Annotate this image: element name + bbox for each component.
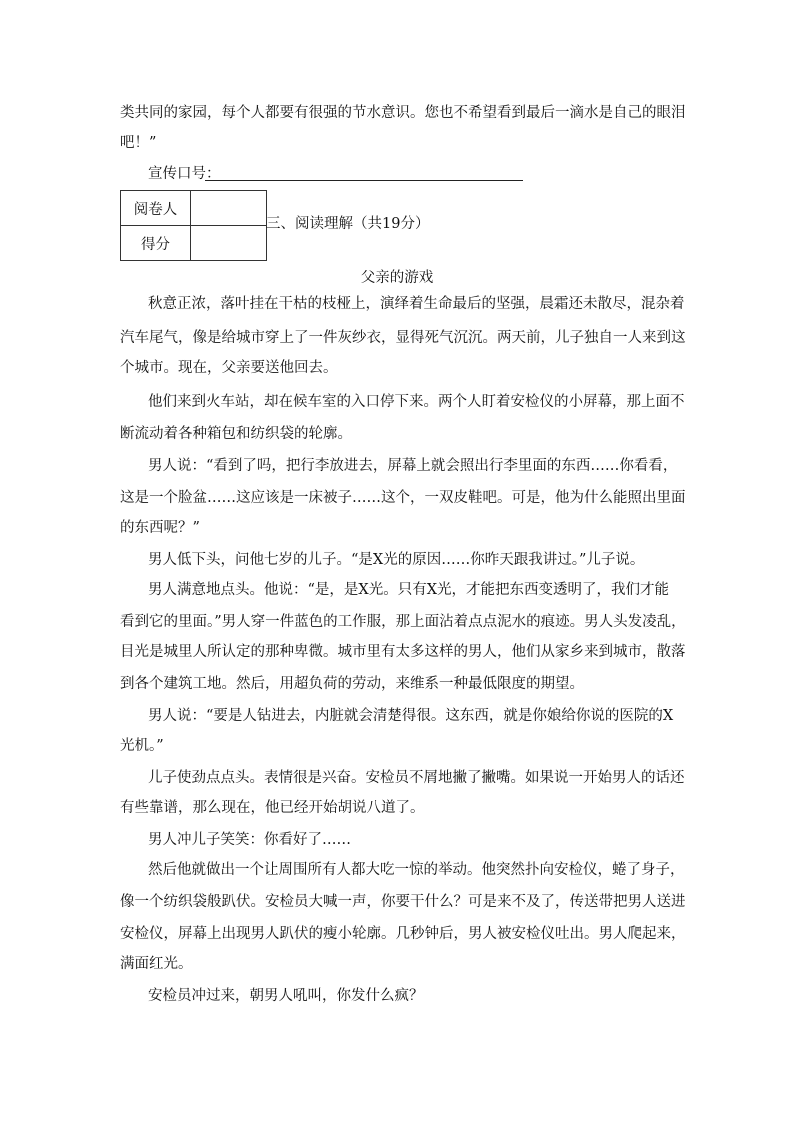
text-line: 男人说：“看到了吗，把行李放进去，屏幕上就会照出行李里面的东西……你看看， bbox=[148, 458, 678, 474]
text-line: 像一个纺织袋般趴伏。安检员大喊一声，你要干什么？可是来不及了，传送带把男人送进 bbox=[120, 894, 686, 910]
section-title: 三、阅读理解（共19分） bbox=[266, 216, 430, 232]
intro-line: 吧！” bbox=[120, 135, 157, 151]
text-line: 儿子使劲点点头。表情很是兴奋。安检员不屑地撇了撇嘴。如果说一开始男人的话还 bbox=[148, 770, 685, 786]
text-line: 到各个建筑工地。然后，用超负荷的劳动，来维系一种最低限度的期望。 bbox=[120, 676, 584, 692]
text-line: 光机。” bbox=[120, 738, 164, 754]
score-label: 得分 bbox=[121, 226, 191, 261]
score-table bbox=[120, 190, 267, 261]
slogan-answer-line bbox=[205, 180, 523, 181]
text-line: 安检员冲过来，朝男人吼叫，你发什么疯？ bbox=[148, 988, 424, 1004]
reviewer-value bbox=[191, 191, 267, 226]
text-line: 然后他就做出一个让周围所有人都大吃一惊的举动。他突然扑向安检仪，蜷了身子， bbox=[148, 862, 685, 878]
score-value bbox=[191, 226, 267, 261]
text-line: 断流动着各种箱包和纺织袋的轮廓。 bbox=[120, 426, 352, 442]
slogan-label: 宣传口号： bbox=[148, 166, 221, 182]
text-line: 目光是城里人所认定的那种卑微。城市里有太多这样的男人，他们从家乡来到城市，散落 bbox=[120, 644, 686, 660]
text-line: 满面红光。 bbox=[120, 956, 193, 972]
story-title: 父亲的游戏 bbox=[360, 270, 434, 286]
text-line: 男人说：“要是人钻进去，内脏就会清楚得很。这东西，就是你娘给你说的医院的X bbox=[148, 708, 674, 724]
text-line: 男人冲儿子笑笑：你看好了…… bbox=[148, 832, 351, 848]
text-line: 汽车尾气，像是给城市穿上了一件灰纱衣，显得死气沉沉。两天前，儿子独自一人来到这 bbox=[120, 330, 686, 346]
text-line: 个城市。现在，父亲要送他回去。 bbox=[120, 360, 338, 376]
text-line: 这是一个脸盆……这应该是一床被子……这个，一双皮鞋吧。可是，他为什么能照出里面 bbox=[120, 490, 686, 506]
intro-line: 类共同的家园，每个人都要有很强的节水意识。您也不希望看到最后一滴水是自己的眼泪 bbox=[120, 105, 686, 121]
text-line: 男人满意地点头。他说：“是，是X光。只有X光，才能把东西变透明了，我们才能 bbox=[148, 582, 670, 598]
text-line: 他们来到火车站，却在候车室的入口停下来。两个人盯着安检仪的小屏幕，那上面不 bbox=[148, 394, 685, 410]
text-line: 安检仪，屏幕上出现男人趴伏的瘦小轮廓。几秒钟后，男人被安检仪吐出。男人爬起来， bbox=[120, 926, 686, 942]
text-line: 看到它的里面。”男人穿一件蓝色的工作服，那上面沾着点点泥水的痕迹。男人头发凌乱， bbox=[120, 614, 686, 630]
text-line: 秋意正浓，落叶挂在干枯的枝桠上，演绎着生命最后的坚强，晨霜还未散尽，混杂着 bbox=[148, 296, 685, 312]
text-line: 男人低下头，问他七岁的儿子。“是X光的原因……你昨天跟我讲过。”儿子说。 bbox=[148, 552, 645, 568]
reviewer-label: 阅卷人 bbox=[121, 191, 191, 226]
text-line: 有些靠谱，那么现在，他已经开始胡说八道了。 bbox=[120, 800, 425, 816]
text-line: 的东西呢？” bbox=[120, 520, 200, 536]
